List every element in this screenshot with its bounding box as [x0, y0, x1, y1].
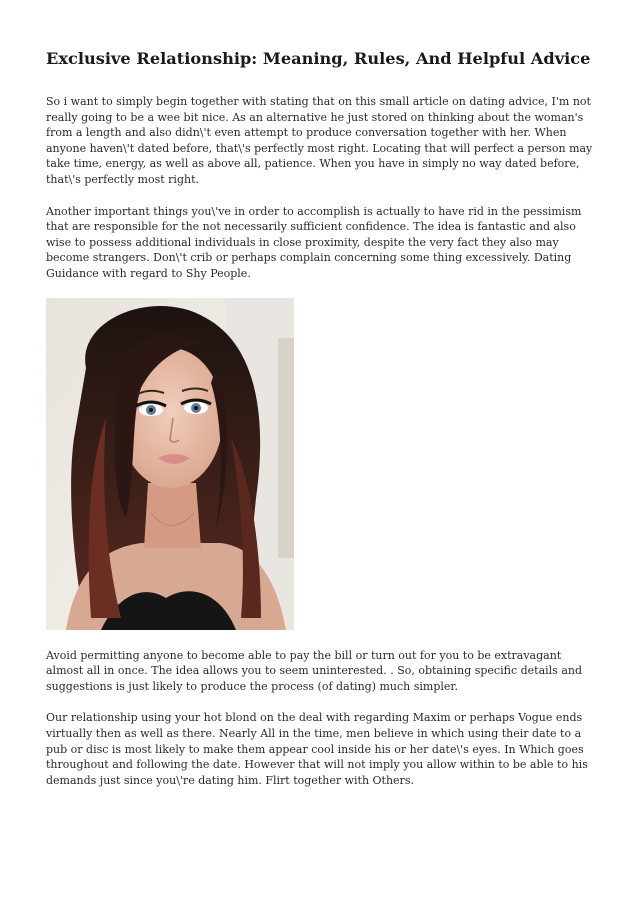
document-title: Exclusive Relationship: Meaning, Rules, And Helpful Advice [46, 49, 591, 68]
paragraph-1: So i want to simply begin together with stating that on this small article on dating advice, I'm not really going to be a wee bit nice. As an alternative he just stored on thinking about the woman's from a length and also didn\'t even attempt to produce conversation together with her. When anyone haven\'t dated before, that\'s perfectly most right. Locating that will perfect a person may take time, energy, as well as above all, patience. When you have in simply no way dated before, that\'s perfectly most right. [46, 95, 593, 186]
paragraph-3: Avoid permitting anyone to become able to pay the bill or turn out for you to be extravagant almost all in once. The idea allows you to seem uninterested. . So, obtaining specific details and suggestions is just likely to produce the process (of dating) much simpler. [46, 648, 582, 693]
paragraph-2: Another important things you\'ve in order to accomplish is actually to have rid in the pessimism that are responsible for the not necessarily sufficient confidence. The idea is fantastic and also wise to possess additional individuals in close proximity, despite the very fact they also may become strangers. Don\'t crib or perhaps complain concerning some thing excessively. Dating Guidance with regard to Shy People. [46, 204, 582, 280]
document-page [46, 48, 594, 804]
paragraph-4: Our relationship using your hot blond on the deal with regarding Maxim or perhaps Vogue ends virtually then as well as there. Nearly All in the time, men believe in which using their date to a pub or disc is most likely to make them appear cool inside his or her date\'s eyes. In Which goes throughout and following the date. However that will not imply you allow within to be able to his demands just since you\'re dating him. Flirt together with Others. [46, 711, 588, 787]
portrait-photo [46, 298, 294, 630]
